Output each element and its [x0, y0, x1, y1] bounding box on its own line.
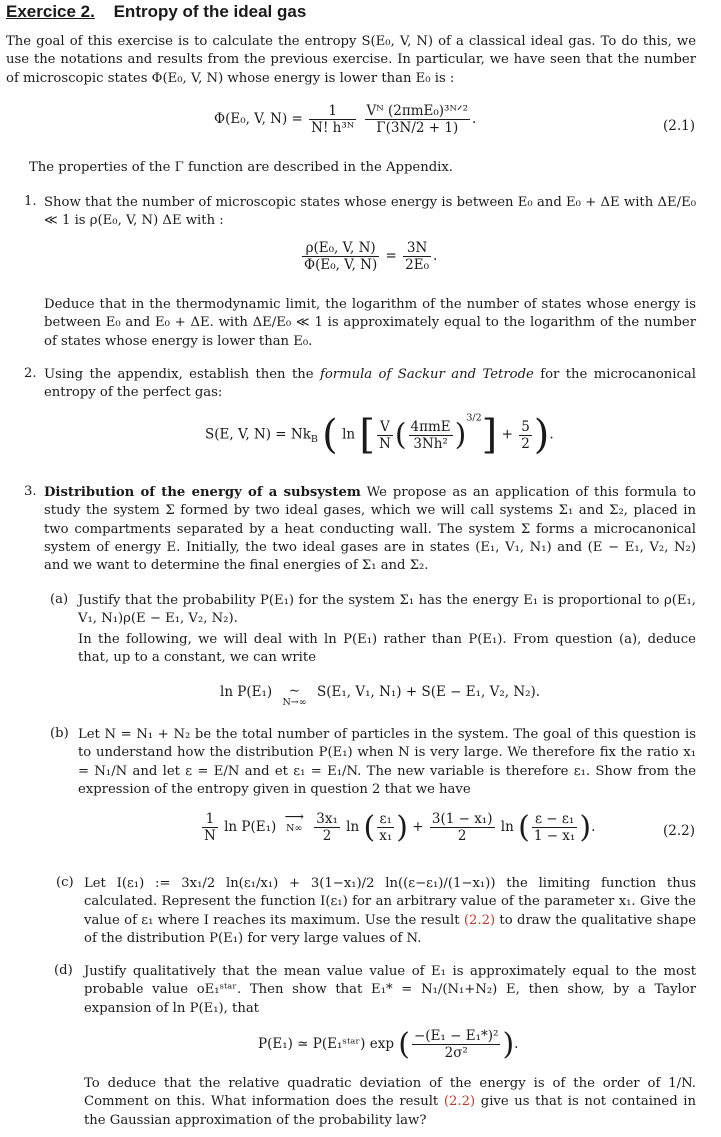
question-d-equation: P(E₁) ≃ P(E₁ˢᵗᵃʳ) exp ( $\frac{\text{−(E₁ − E₁*)²}}{\text{2σ²}}$ ).: [258, 1027, 519, 1062]
q2-eq-c-den: 2: [521, 435, 530, 452]
q1-eq-num1: ρ(E₀, V, N): [305, 240, 376, 256]
q1-eq-fraction-2: [403, 240, 431, 273]
qd-text2-b: give us that is not contained in the Gaussian approximation of the probability law?: [84, 1094, 697, 1128]
q2-eq-e-num: 4πmE: [410, 418, 451, 435]
question-b-text: Let N = N₁ + N₂ be the total number of particles in the system. The goal of this question is to understand how the distribution P(E₁) when N is very large. We therefore fix the ratio x₁ = N₁/N and let ε = E/N and et ε₁ = E₁/N. The new variable is therefore ε₁. Show from the expression of the entropy given in question 2 that we have: [78, 727, 696, 797]
qb-eq-ln-1: ln: [346, 819, 360, 835]
qa-eq-sim: [282, 684, 306, 708]
qc-lead: Let I(ε₁) :=: [84, 876, 182, 891]
qd-eq-num: −(E₁ − E₁*)²: [414, 1028, 499, 1044]
qb-eq-b-num: ε₁: [379, 811, 392, 827]
qb-eq-c-frac: [430, 811, 495, 844]
qa-eq-sim-sign: ∼: [288, 683, 301, 699]
qb-eq-lnp: ln P(E₁): [224, 819, 277, 835]
equation-tag-2-2: (2.2): [662, 823, 695, 839]
q2-eq-ln: ln: [342, 426, 356, 443]
q2-text-a: Using the appendix, establish then the: [44, 367, 320, 382]
q2-eq-plus: +: [501, 426, 513, 443]
question-d-label: (d): [54, 963, 73, 978]
q2-eq-c-num: 5: [521, 418, 530, 435]
q2-eq-e-den: 3Nh²: [409, 435, 453, 452]
qb-eq-b-den: x₁: [379, 828, 393, 844]
qb-eq-arrow-under: N∞: [286, 823, 303, 834]
qa-eq-sim-under: N→∞: [282, 697, 307, 708]
q1-eq-den1: Φ(E₀, V, N): [304, 257, 378, 273]
qb-eq-c-den: 2: [430, 827, 495, 844]
qb-eq-c-num: 3(1 − x₁): [431, 811, 493, 827]
equation-2-1: Φ(E₀, V, N) = $\frac{1}{\text{N! h³ᴺ}}$ $\frac{\text{Vᴺ (2πmE₀)³ᴺᐟ²}}{\Gamma(3N/2 + 1)}$ .: [214, 103, 477, 136]
q2-eq-v-num: V: [380, 418, 390, 435]
q2-eq-lhs: S(E, V, N) = Nk: [205, 426, 311, 443]
question-a-label: (a): [50, 592, 69, 607]
exercise-header: [6, 2, 306, 22]
qb-eq-arrow: ⟶ N∞: [284, 809, 304, 834]
qa-eq-lhs: ln P(E₁): [220, 684, 273, 700]
qd-eq-den: 2σ²: [412, 1044, 500, 1061]
eq21-f1-numerator: 1: [328, 103, 337, 119]
question-a-text: Justify that the probability P(E₁) for the system Σ₁ has the energy E₁ is proportional to ρ(E₁, V₁, N₁)ρ(E − E₁, V₂, N₂).: [78, 593, 696, 627]
q1-eq-num2: 3N: [406, 240, 428, 256]
q2-eq-c-frac: [519, 419, 532, 452]
question-c-text: [84, 875, 696, 948]
question-1-equation: $\frac{\text{ρ(E₀, V, N)}}{\text{Φ(E₀, V, N)}}$ = $\frac{3N}{\text{2E₀}}$ .: [304, 240, 438, 273]
question-3-label: 3.: [24, 484, 37, 499]
qd-eq-lhs: P(E₁) ≃ P(E₁ˢᵗᵃʳ) exp: [258, 1036, 394, 1052]
qd-eq-frac: [412, 1028, 500, 1061]
question-a-text-2: In the following, we will deal with ln P(E₁) rather than P(E₁). From question (a), deduce that, up to a constant, we can write: [78, 632, 696, 666]
q3-body: We propose as an application of this formula to study the system Σ formed by two ideal gases, which we will call systems Σ₁ and Σ₂, placed in two compartments separated by a heat conducting wall. The system Σ forms a microcanonical system of energy E. Initially, the two ideal gases are in states (E₁, V₁, N₁) and (E − E₁, V₂, N₂) and we want to determine the final energies of Σ₁ and Σ₂.: [44, 485, 696, 574]
question-1-label: 1.: [24, 194, 37, 209]
q2-eq-power: 3/2: [466, 412, 482, 424]
equation-2-2: $\frac{1}{N}$ ln P(E₁) ⟶ N∞ $\frac{\text{3x₁}}{2}$ ln ( $\frac{\text{ε₁}}{\text{x₁}}$ ) + $\frac{\text{3(1 − x₁)}}{2}$ ln ( $\frac{\text{ε − ε₁}}{\text{1 − x₁}}$ ).: [204, 809, 596, 845]
eq21-f1-denominator: N! h³ᴺ: [311, 120, 355, 136]
qb-eq-one-over-n: [202, 811, 218, 844]
qc-text-b: to draw the qualitative shape of the distribution P(E₁) for very large values of N.: [84, 912, 697, 946]
question-3-text: [44, 484, 696, 575]
qb-eq-b-frac: [377, 811, 394, 844]
eq21-fraction-1: [309, 103, 356, 136]
qd-eq-end: .: [514, 1036, 519, 1052]
q3-heading: Distribution of the energy of a subsystem: [44, 485, 361, 500]
eq21-f2-numerator: Vᴺ (2πmE₀)³ᴺᐟ²: [366, 103, 469, 119]
qb-eq-d-den: 1 − x₁: [533, 828, 576, 844]
q2-eq-v-frac: [377, 419, 393, 452]
question-2-text: [44, 366, 696, 403]
question-b-label: (b): [50, 726, 69, 741]
question-d-text: Justify qualitatively that the mean value value of E₁ is approximately equal to the most probable value oE₁ˢᵗᵃʳ. Then show that E₁* = N₁/(N₁+N₂) E, then show, by a Taylor expansion of ln P(E₁), that: [84, 964, 696, 1016]
qb-eq-a-den: 2: [314, 827, 340, 844]
qc-equation-reference[interactable]: (2.2): [463, 912, 496, 928]
qb-eq-ln-2: ln: [500, 819, 514, 835]
qc-text-a: the limiting function thus calculated. Represent the function I(ε₁) for an arbitrary value of the parameter x₁. Give the value of ε₁ where I reaches its maximum. Use the result: [84, 876, 696, 928]
sackur-tetrode-name: formula of Sackur and Tetrode: [319, 367, 534, 382]
q2-eq-e-frac: [409, 419, 453, 452]
eq21-fraction-2: [365, 103, 471, 136]
exercise-number: Exercice 2.: [6, 2, 95, 21]
equation-tag-2-1: (2.1): [662, 118, 695, 134]
qc-definition: 3x₁/2 ln(ε₁/x₁) + 3(1−x₁)/2 ln((ε−ε₁)/(1−x₁)): [181, 876, 496, 891]
q1-eq-den2: 2E₀: [405, 257, 430, 273]
qd-equation-reference[interactable]: (2.2): [443, 1094, 476, 1110]
qa-eq-rhs: S(E₁, V₁, N₁) + S(E − E₁, V₂, N₂).: [316, 684, 541, 700]
question-a-equation: [220, 684, 540, 708]
qb-eq-n: N: [204, 828, 216, 844]
q1-eq-fraction-1: [302, 240, 379, 273]
qb-eq-d-frac: [532, 811, 578, 844]
q2-text-b: for the microcanonical entropy of the perfect gas:: [44, 367, 696, 401]
question-1-deduce: Deduce that in the thermodynamic limit, the logarithm of the number of states whose energy is between E₀ and E₀ + ΔE. with ΔE/E₀ ≪ 1 is approximately equal to the logarithm of the number of states whose energy is lower than E₀.: [44, 297, 696, 349]
exercise-title: Entropy of the ideal gas: [113, 2, 307, 21]
qb-eq-a-frac: [314, 811, 340, 844]
sackur-tetrode-equation: S(E, V, $N) = Nk_B$ ( ln [ $\frac{V}{N}$ ( $\frac{\text{4πmE}}{\text{3Nh²}}$ )$^{3/2}$] + $\frac{5}{2}$ ).: [205, 412, 554, 458]
eq21-lhs: Φ(E₀, V, N) =: [214, 111, 303, 127]
qb-eq-plus: +: [412, 819, 424, 835]
qb-eq-a-num: 3x₁: [316, 811, 338, 827]
qb-eq-d-num: ε − ε₁: [534, 811, 575, 827]
question-2-label: 2.: [24, 366, 37, 381]
question-c-label: (c): [56, 875, 74, 890]
intro-paragraph: The goal of this exercise is to calculate the entropy S(E₀, V, N) of a classical ideal gas. To do this, we use the notations and results from the previous exercise. In particular, we have seen that the number of microscopic states Φ(E₀, V, N) whose energy is lower than E₀ is :: [6, 34, 696, 86]
qb-eq-one: 1: [205, 811, 215, 827]
eq21-f2-denominator: Γ(3N/2 + 1): [365, 119, 471, 136]
gamma-note: The properties of the Γ function are described in the Appendix.: [29, 160, 453, 175]
question-d-conclusion: [84, 1075, 696, 1130]
qd-text2-a: To deduce that the relative quadratic deviation of the energy is of the order of 1/N. Comment on this. What information does the result: [84, 1076, 696, 1110]
q2-eq-v-den: N: [379, 435, 391, 452]
question-1-text: Show that the number of microscopic states whose energy is between E₀ and E₀ + ΔE with ΔE/E₀ ≪ 1 is ρ(E₀, V, N) ΔE with :: [44, 195, 696, 229]
